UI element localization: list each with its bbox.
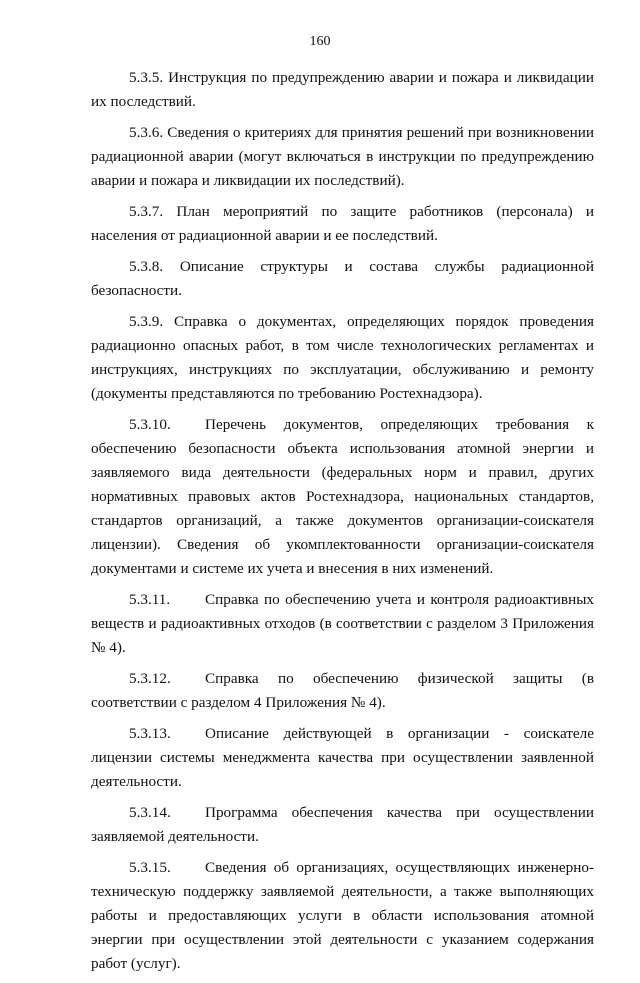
paragraph-5-3-11: [91, 588, 594, 660]
paragraph-5-3-5: [91, 66, 594, 114]
paragraph-5-3-6: [91, 121, 594, 193]
document-body: [91, 66, 594, 983]
paragraph-5-3-12: [91, 667, 594, 715]
paragraph-number: 5.3.6.: [129, 124, 164, 141]
paragraph-text: Описание структуры и состава службы радиационной безопасности.: [91, 258, 594, 299]
paragraph-number: 5.3.9.: [129, 313, 164, 330]
paragraph-text: Программа обеспечения качества при осуществлении заявляемой деятельности.: [91, 804, 594, 845]
paragraph-5-3-13: [91, 722, 594, 794]
paragraph-5-3-9: [91, 310, 594, 406]
paragraph-text: Сведения об организациях, осуществляющих инженерно-техническую поддержку заявляемой деятельности, а также выполняющих работы и предоставляющих услуги в области использования атомной энергии при осуществлении этой деятельности с указанием содержания работ (услуг).: [91, 859, 594, 972]
paragraph-5-3-8: [91, 255, 594, 303]
paragraph-text: Справка по обеспечению учета и контроля радиоактивных веществ и радиоактивных отходов (в соответствии с разделом 3 Приложения № 4).: [91, 591, 594, 656]
paragraph-number: 5.3.5.: [129, 69, 164, 86]
paragraph-number: 5.3.7.: [129, 203, 164, 220]
paragraph-text: Описание действующей в организации - соискателе лицензии системы менеджмента качества при осуществлении заявленной деятельности.: [91, 725, 594, 790]
paragraph-number: 5.3.12.: [129, 670, 171, 687]
paragraph-text: Справка о документах, определяющих порядок проведения радиационно опасных работ, в том числе технологических регламентах и инструкциях, инструкциях по эксплуатации, обслуживанию и ремонту (документы представляются по требованию Ростехнадзора).: [91, 313, 594, 402]
paragraph-5-3-7: [91, 200, 594, 248]
paragraph-number: 5.3.14.: [129, 804, 171, 821]
paragraph-5-3-15: [91, 856, 594, 976]
paragraph-text: Инструкция по предупреждению аварии и пожара и ликвидации их последствий.: [91, 69, 595, 110]
paragraph-text: Справка по обеспечению физической защиты (в соответствии с разделом 4 Приложения № 4).: [91, 670, 594, 711]
paragraph-5-3-10: [91, 413, 594, 581]
paragraph-text: Перечень документов, определяющих требования к обеспечению безопасности объекта использования атомной энергии и заявляемого вида деятельности (федеральных норм и правил, других нормативных правовых актов Ростехнадзора, национальных стандартов, стандартов организаций, а также документов организации-соискателя лицензии). Сведения об укомплектованности организации-соискателя документами и системе их учета и внесения в них изменений.: [91, 416, 594, 577]
paragraph-number: 5.3.15.: [129, 859, 171, 876]
page-number: 160: [309, 34, 331, 49]
paragraph-number: 5.3.8.: [129, 258, 164, 275]
paragraph-number: 5.3.10.: [129, 416, 171, 433]
paragraph-number: 5.3.11.: [129, 591, 171, 608]
paragraph-5-3-14: [91, 801, 594, 849]
paragraph-text: Сведения о критериях для принятия решений при возникновении радиационной аварии (могут включаться в инструкции по предупреждению аварии и пожара и ликвидации их последствий).: [91, 124, 594, 189]
paragraph-text: План мероприятий по защите работников (персонала) и населения от радиационной аварии и ее последствий.: [91, 203, 594, 244]
paragraph-number: 5.3.13.: [129, 725, 171, 742]
